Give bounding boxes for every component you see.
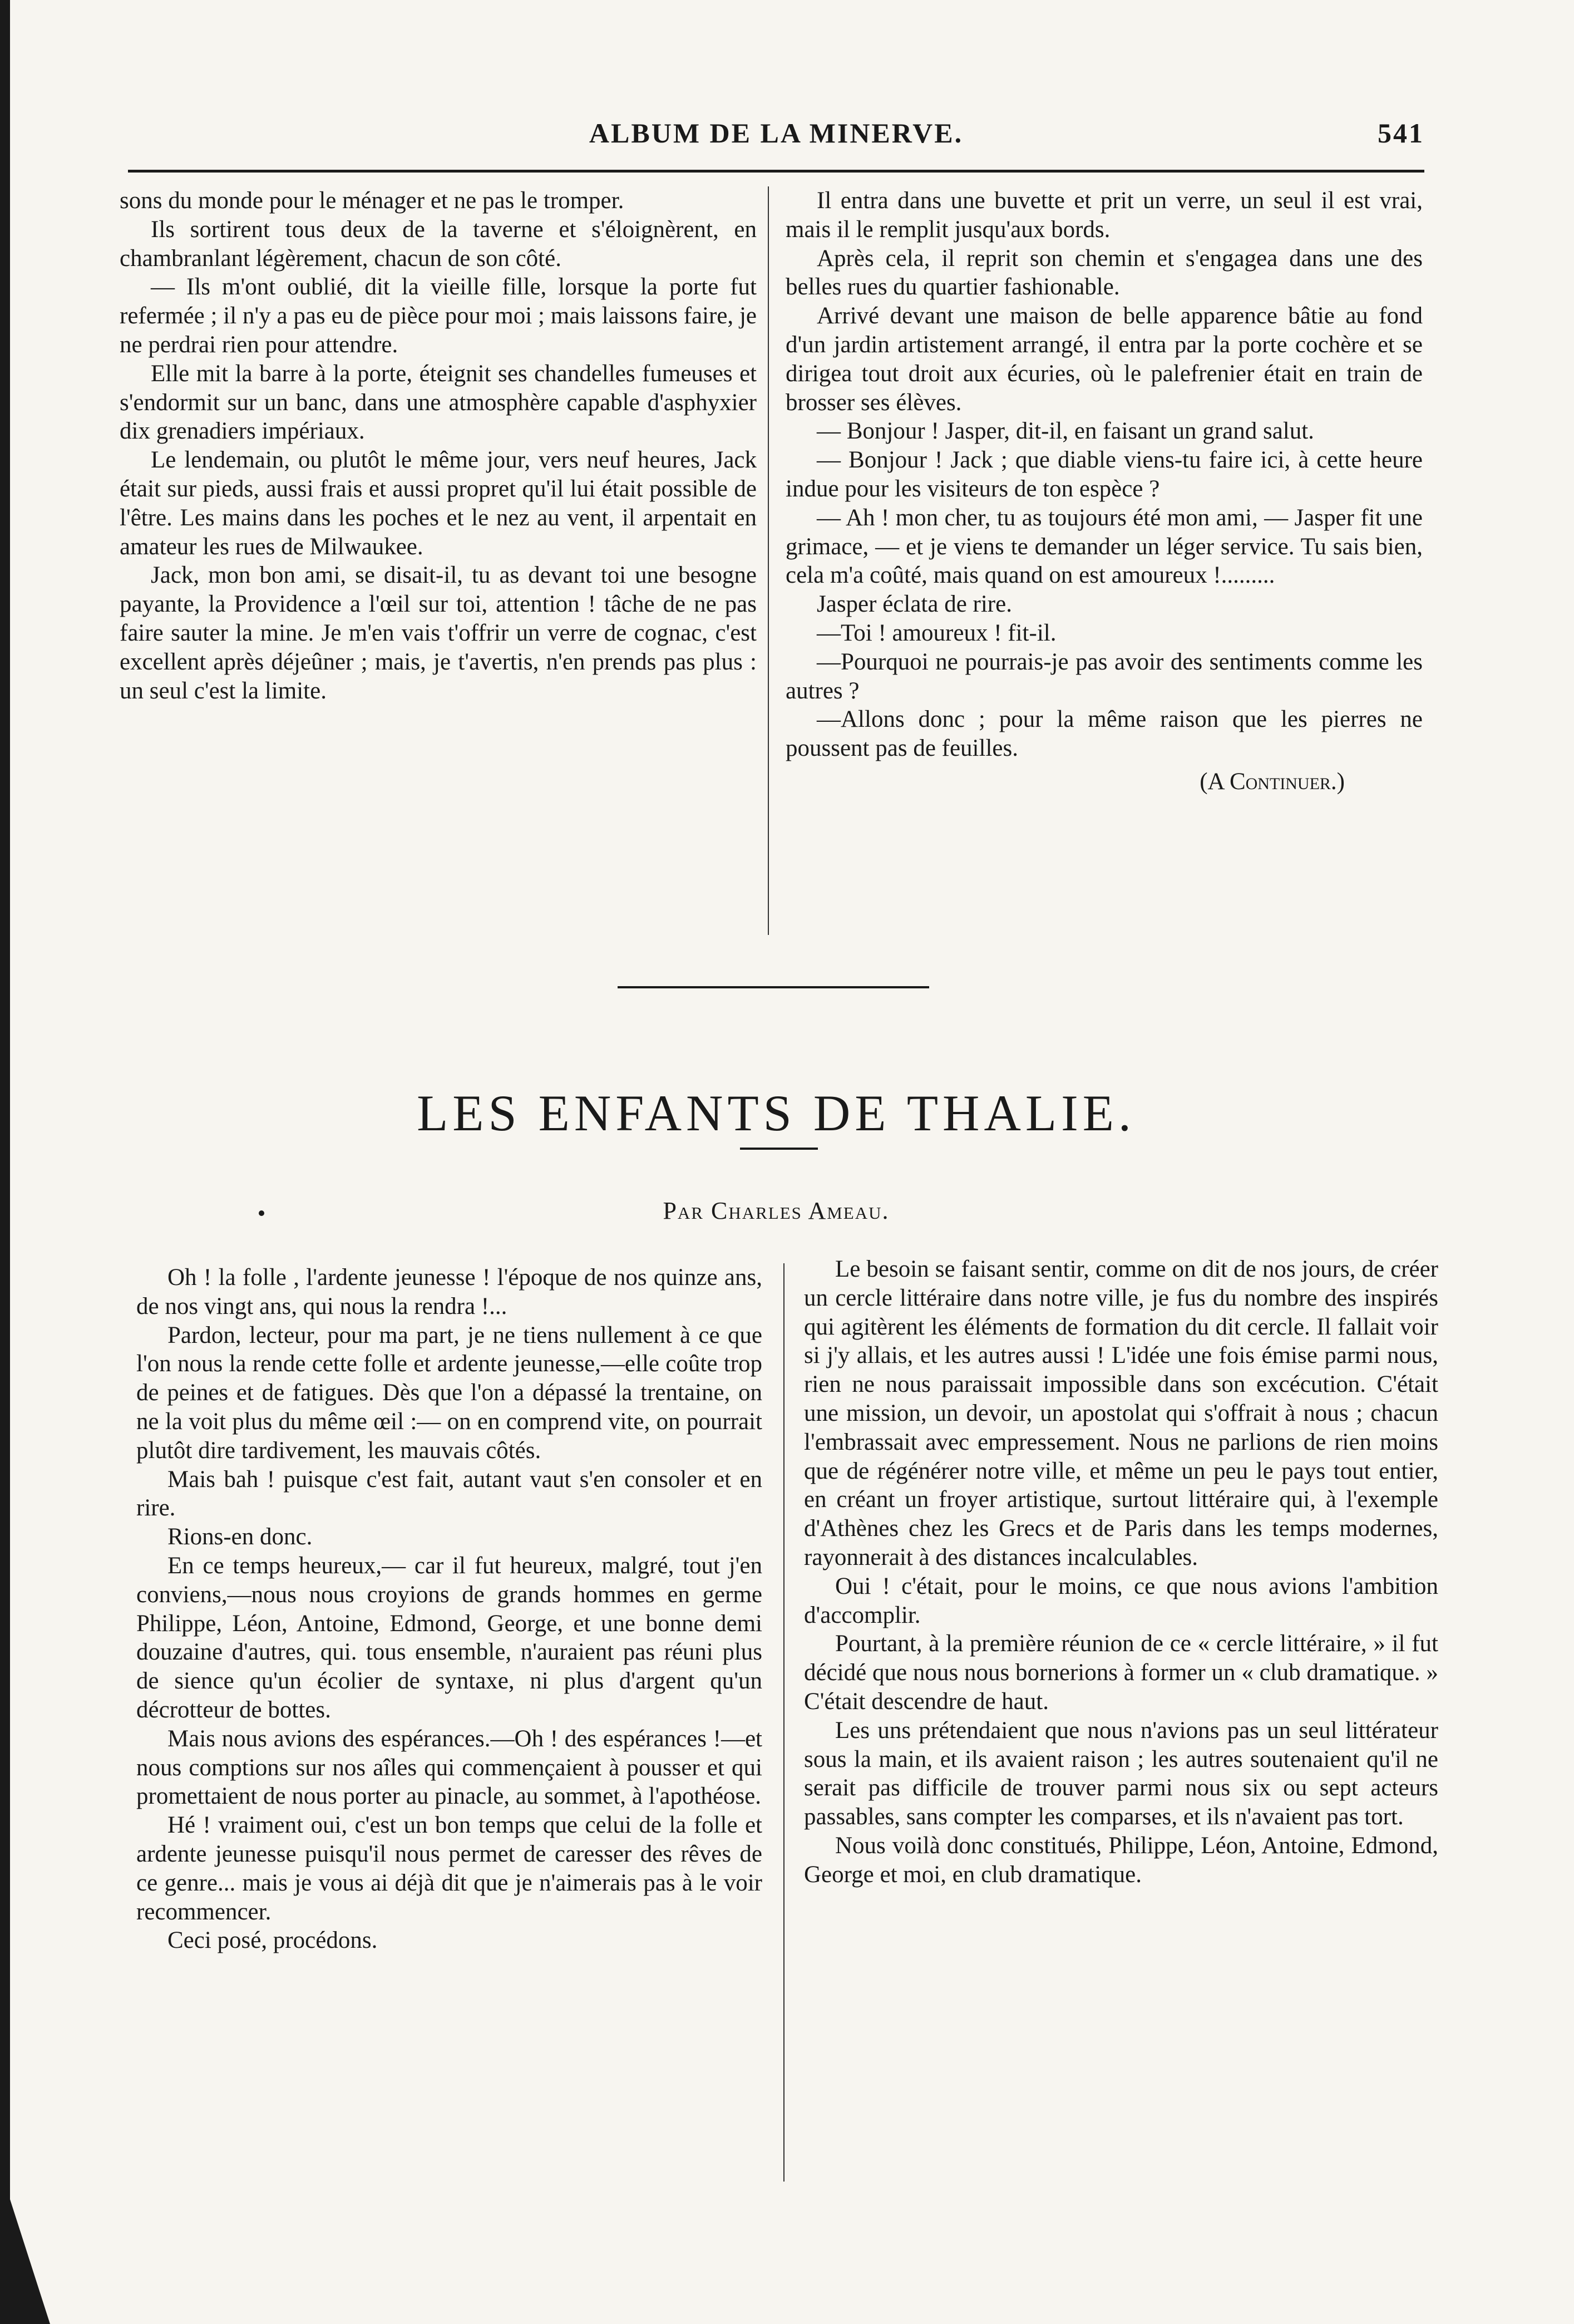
article-title: LES ENFANTS DE THALIE. bbox=[417, 1084, 1136, 1141]
paragraph: Mais bah ! puisque c'est fait, autant vaut s'en consoler et en rire. bbox=[136, 1466, 762, 1522]
journal-title: ALBUM DE LA MINERVE. bbox=[589, 117, 964, 149]
paragraph: Le lendemain, ou plutôt le même jour, vers neuf heures, Jack était sur pieds, aussi frais et aussi propret qu'il lui était possible de l'être. Les mains dans les poches et le nez au vent, il arpentait en amateur les rues de Milwaukee. bbox=[120, 447, 757, 560]
running-head bbox=[128, 106, 1424, 156]
page-number: 541 bbox=[1378, 117, 1424, 149]
paragraph: Après cela, il reprit son chemin et s'engagea dans une des belles rues du quartier fashionable. bbox=[786, 245, 1423, 301]
binding-mark bbox=[0, 2168, 50, 2324]
paragraph: — Ils m'ont oublié, dit la vieille fille, lorsque la porte fut refermée ; il n'y a pas eu de pièce pour moi ; mais laissons faire, je ne perdrai rien pour attendre. bbox=[120, 274, 757, 358]
column-rule-bottom bbox=[783, 1263, 784, 2182]
top-left-column bbox=[120, 186, 757, 932]
column-rule-top bbox=[768, 186, 769, 935]
paragraph: En ce temps heureux,— car il fut heureux, malgré, tout j'en conviens,—nous nous croyions de grands hommes en germe Philippe, Léon, Antoine, Edmond, George, et une bonne demi douzaine d'autres, qui. tous ensemble, n'auraient pas réuni plus de sience qu'un écolier de syntaxe, ni plus d'argent qu'un décrotteur de bottes. bbox=[136, 1552, 762, 1723]
paragraph: —Toi ! amoureux ! fit-il. bbox=[817, 619, 1057, 646]
paragraph: Rions-en donc. bbox=[167, 1524, 313, 1550]
paragraph: Nous voilà donc constitués, Philippe, Léon, Antoine, Edmond, George et moi, en club dramatique. bbox=[804, 1832, 1438, 1888]
paragraph: Jack, mon bon ami, se disait-il, tu as devant toi une besogne payante, la Providence a l'œil sur toi, attention ! tâche de ne pas faire sauter la mine. Je m'en vais t'offrir un verre de cognac, c'est excellent après déjeûner ; mais, je t'avertis, n'en prends pas plus : un seul c'est la limite. bbox=[120, 562, 757, 704]
title-underline bbox=[740, 1148, 818, 1150]
paragraph: Ceci posé, procédons. bbox=[167, 1927, 378, 1954]
article-right-column bbox=[804, 1255, 1438, 2179]
paragraph: sons du monde pour le ménager et ne pas le tromper. bbox=[120, 188, 624, 214]
header-rule bbox=[128, 170, 1424, 173]
paragraph: Oh ! la folle , l'ardente jeunesse ! l'époque de nos quinze ans, de nos vingt ans, qui nous la rendra !... bbox=[136, 1264, 762, 1319]
section-separator bbox=[618, 986, 929, 988]
paragraph: Ils sortirent tous deux de la taverne et s'éloignèrent, en chambranlant légèrement, chacun de son côté. bbox=[120, 216, 757, 272]
paragraph: Pourtant, à la première réunion de ce « cercle littéraire, » il fut décidé que nous nous bornerions à former un « club dramatique. » C'était descendre de haut. bbox=[804, 1631, 1438, 1715]
paragraph: Mais nous avions des espérances.—Oh ! des espérances !—et nous comptions sur nos aîles qui commençaient à pousser et qui promettaient de nous porter au pinacle, au sommet, à l'apothéose. bbox=[136, 1725, 762, 1810]
byline: Par Charles Ameau. bbox=[663, 1197, 890, 1224]
paragraph: — Bonjour ! Jack ; que diable viens-tu faire ici, à cette heure indue pour les visiteurs de ton espèce ? bbox=[786, 447, 1423, 502]
paragraph: —Pourquoi ne pourrais-je pas avoir des sentiments comme les autres ? bbox=[786, 648, 1423, 704]
paragraph: Pardon, lecteur, pour ma part, je ne tiens nullement à ce que l'on nous la rende cette folle et ardente jeunesse,—elle coûte trop de peines et de fatigues. Dès que l'on a dépassé la trentaine, on ne la voit plus du même œil :— on en comprend vite, on pourrait plutôt dire tardivement, les mauvais côtés. bbox=[136, 1322, 762, 1464]
paragraph: Hé ! vraiment oui, c'est un bon temps que celui de la folle et ardente jeunesse puisqu'il nous permet de caresser des rêves de ce genre... mais je vous ai déjà dit que je n'aimerais pas à le voir recommencer. bbox=[136, 1812, 762, 1925]
paragraph: Jasper éclata de rire. bbox=[817, 591, 1012, 618]
paragraph: — Bonjour ! Jasper, dit-il, en faisant un grand salut. bbox=[817, 418, 1314, 445]
paragraph: Elle mit la barre à la porte, éteignit ses chandelles fumeuses et s'endormit sur un banc, dans une atmosphère capable d'asphyxier dix grenadiers impériaux. bbox=[120, 360, 757, 445]
paragraph: —Allons donc ; pour la même raison que les pierres ne poussent pas de feuilles. bbox=[786, 706, 1423, 762]
paragraph: Le besoin se faisant sentir, comme on dit de nos jours, de créer un cercle littéraire dans notre ville, je fus du nombre des inspirés qui agitèrent les éléments de formation du dit cercle. Il fallait voir si j'y allais, et les autres aussi ! L'idée une fois émise parmi nous, rien ne nous paraissait impossible dans son excécution. C'était une mission, un devoir, un apostolat qui s'offrait à nous ; chacun l'embrassait avec empressement. Nous ne parlions de rien moins que de régénérer notre ville, et même un peu le pays tout entier, en créant un froyer artistique, surtout littéraire qui, à l'exemple d'Athènes chez les Grecs et de Paris dans les temps modernes, rayonnerait à des distances incalculables. bbox=[804, 1256, 1438, 1570]
paragraph: Oui ! c'était, pour le moins, ce que nous avions l'ambition d'accomplir. bbox=[804, 1573, 1438, 1628]
paragraph: Il entra dans une buvette et prit un verre, un seul il est vrai, mais il le remplit jusqu'aux bords. bbox=[786, 188, 1423, 243]
top-right-column bbox=[786, 186, 1423, 932]
binding-shadow bbox=[0, 0, 10, 2324]
paragraph: Arrivé devant une maison de belle apparence bâtie au fond d'un jardin artistement arrangé, il entra par la porte cochère et se dirigea tout droit aux écuries, où le palefrenier était en train de brosser ses élèves. bbox=[786, 303, 1423, 416]
article-left-column bbox=[136, 1263, 762, 2187]
paragraph: — Ah ! mon cher, tu as toujours été mon ami, — Jasper fit une grimace, — et je viens te demander un léger service. Tu sais bien, cela m'a coûté, mais quand on est amoureux !......... bbox=[786, 504, 1423, 589]
to-be-continued: (A Continuer.) bbox=[1200, 768, 1345, 795]
paragraph: Les uns prétendaient que nous n'avions pas un seul littérateur sous la main, et ils avaient raison ; les autres soutenaient qu'il ne serait pas difficile de trouver parmi nous six ou sept acteurs passables, sans compter les comparses, et ils n'avaient pas tort. bbox=[804, 1717, 1438, 1830]
